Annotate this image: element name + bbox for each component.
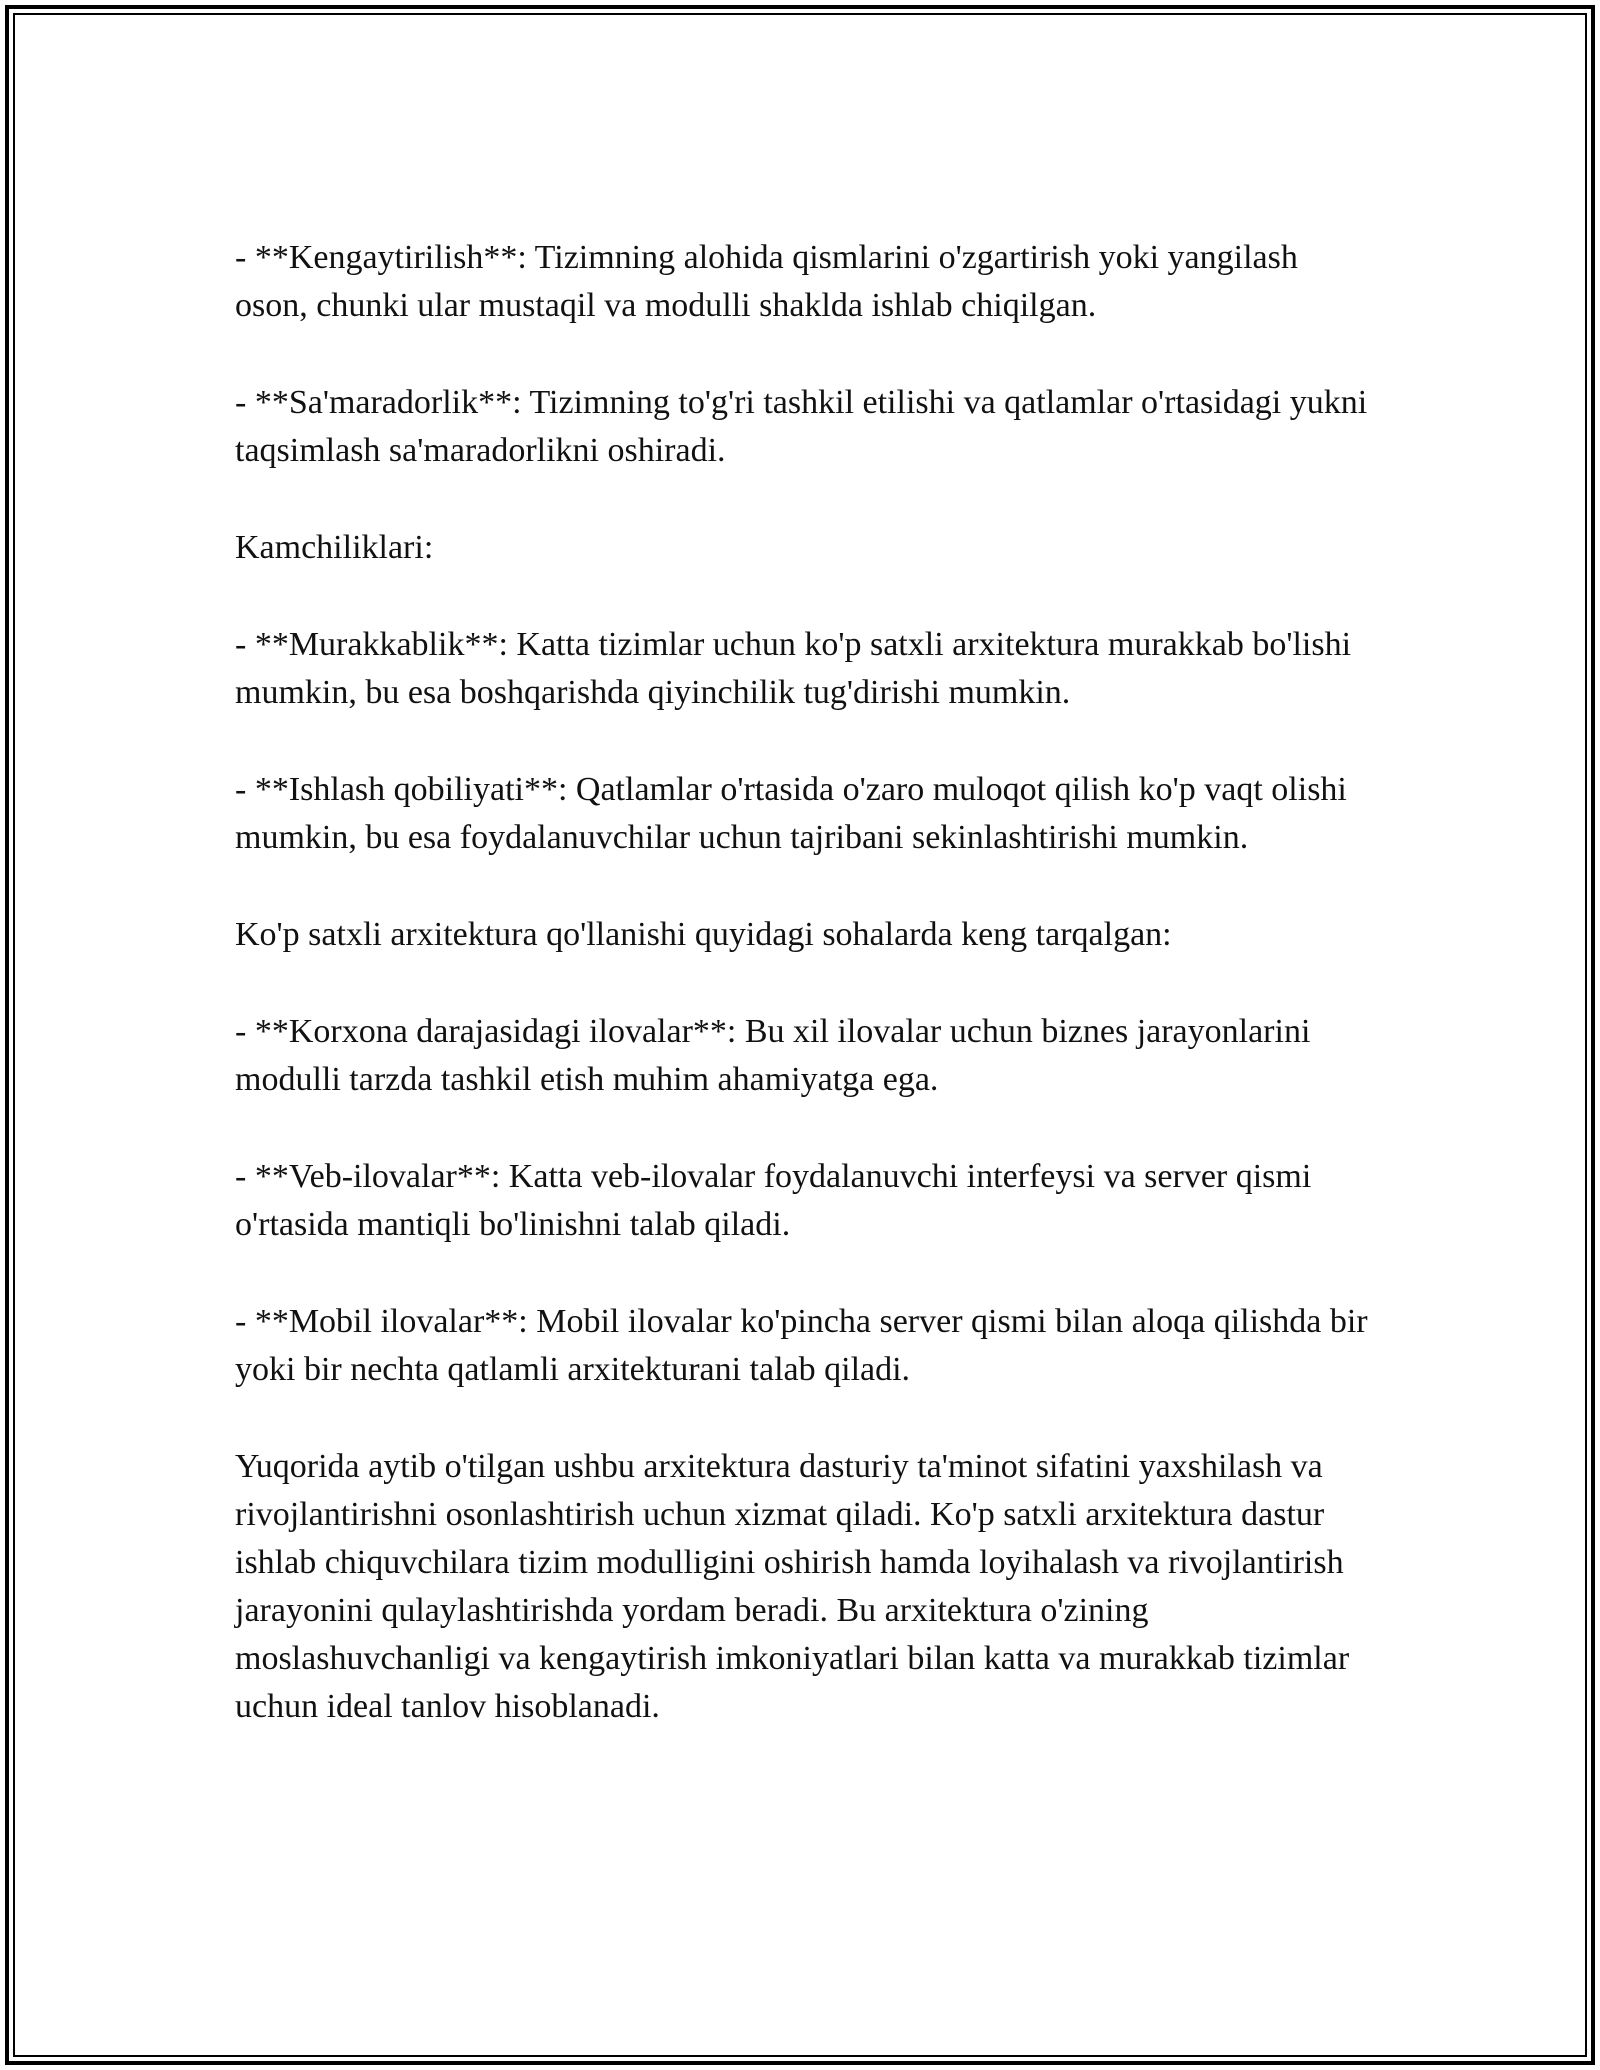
- paragraph-murakkablik: - **Murakkablik**: Katta tizimlar uchun ko'p satxli arxitektura murakkab bo'lishi mumkin, bu esa boshqarishda qiyinchilik tug'dirishi mumkin.: [235, 626, 1352, 711]
- paragraph-mobil-ilovalar: - **Mobil ilovalar**: Mobil ilovalar ko'pincha server qismi bilan aloqa qilishda bir yoki bir nechta qatlamli arxitekturani talab qiladi.: [235, 1303, 1368, 1388]
- paragraph-kengaytirilish: - **Kengaytirilish**: Tizimning alohida qismlarini o'zgartirish yoki yangilash oson, chunki ular mustaqil va modulli shakldа ishlab chiqilgan.: [235, 239, 1298, 324]
- paragraph-qollanishi: Ko'p satxli arxitektura qo'llanishi quyidagi sohalarda keng tarqalgan:: [235, 916, 1172, 953]
- paragraph-conclusion: Yuqorida aytib o'tilgan ushbu arxitektura dasturiy ta'minot sifatini yaxshilash va rivojlantirishni osonlashtirish uchun xizmat qiladi. Ko'p satxli arxitektura dastur ishlab chiquvchilara tizim modulligini oshirish hamda loyihalash va rivojlantirish jarayonini qulaylashtirishda yordam beradi. Bu arxitektura o'zining moslashuvchanligi va kengaytirish imkoniyatlari bilan katta va murakkab tizimlar uchun ideal tanlov hisoblanadi.: [235, 1448, 1350, 1725]
- heading-kamchiliklari: Kamchiliklari:: [235, 529, 434, 566]
- paragraph-veb-ilovalar: - **Veb-ilovalar**: Katta veb-ilovalar foydalanuvchi interfeysi va server qismi o'rtasida mantiqli bo'linishni talab qiladi.: [235, 1158, 1312, 1243]
- paragraph-ishlash-qobiliyati: - **Ishlash qobiliyati**: Qatlamlar o'rtasida o'zaro muloqot qilish ko'p vaqt olishi mumkin, bu esa foydalanuvchilar uchun tajribani sekinlashtirishi mumkin.: [235, 771, 1347, 856]
- paragraph-samaradorlik: - **Sa'maradorlik**: Tizimning to'g'ri tashkil etilishi va qatlamlar o'rtasidagi yukni taqsimlash sa'maradorlikni oshiradi.: [235, 384, 1368, 469]
- paragraph-korxona-ilovalar: - **Korxona darajasidagi ilovalar**: Bu xil ilovalar uchun biznes jarayonlarini modulli tarzda tashkil etish muhim ahamiyatga ega.: [235, 1013, 1311, 1098]
- document-body: [235, 234, 1375, 1731]
